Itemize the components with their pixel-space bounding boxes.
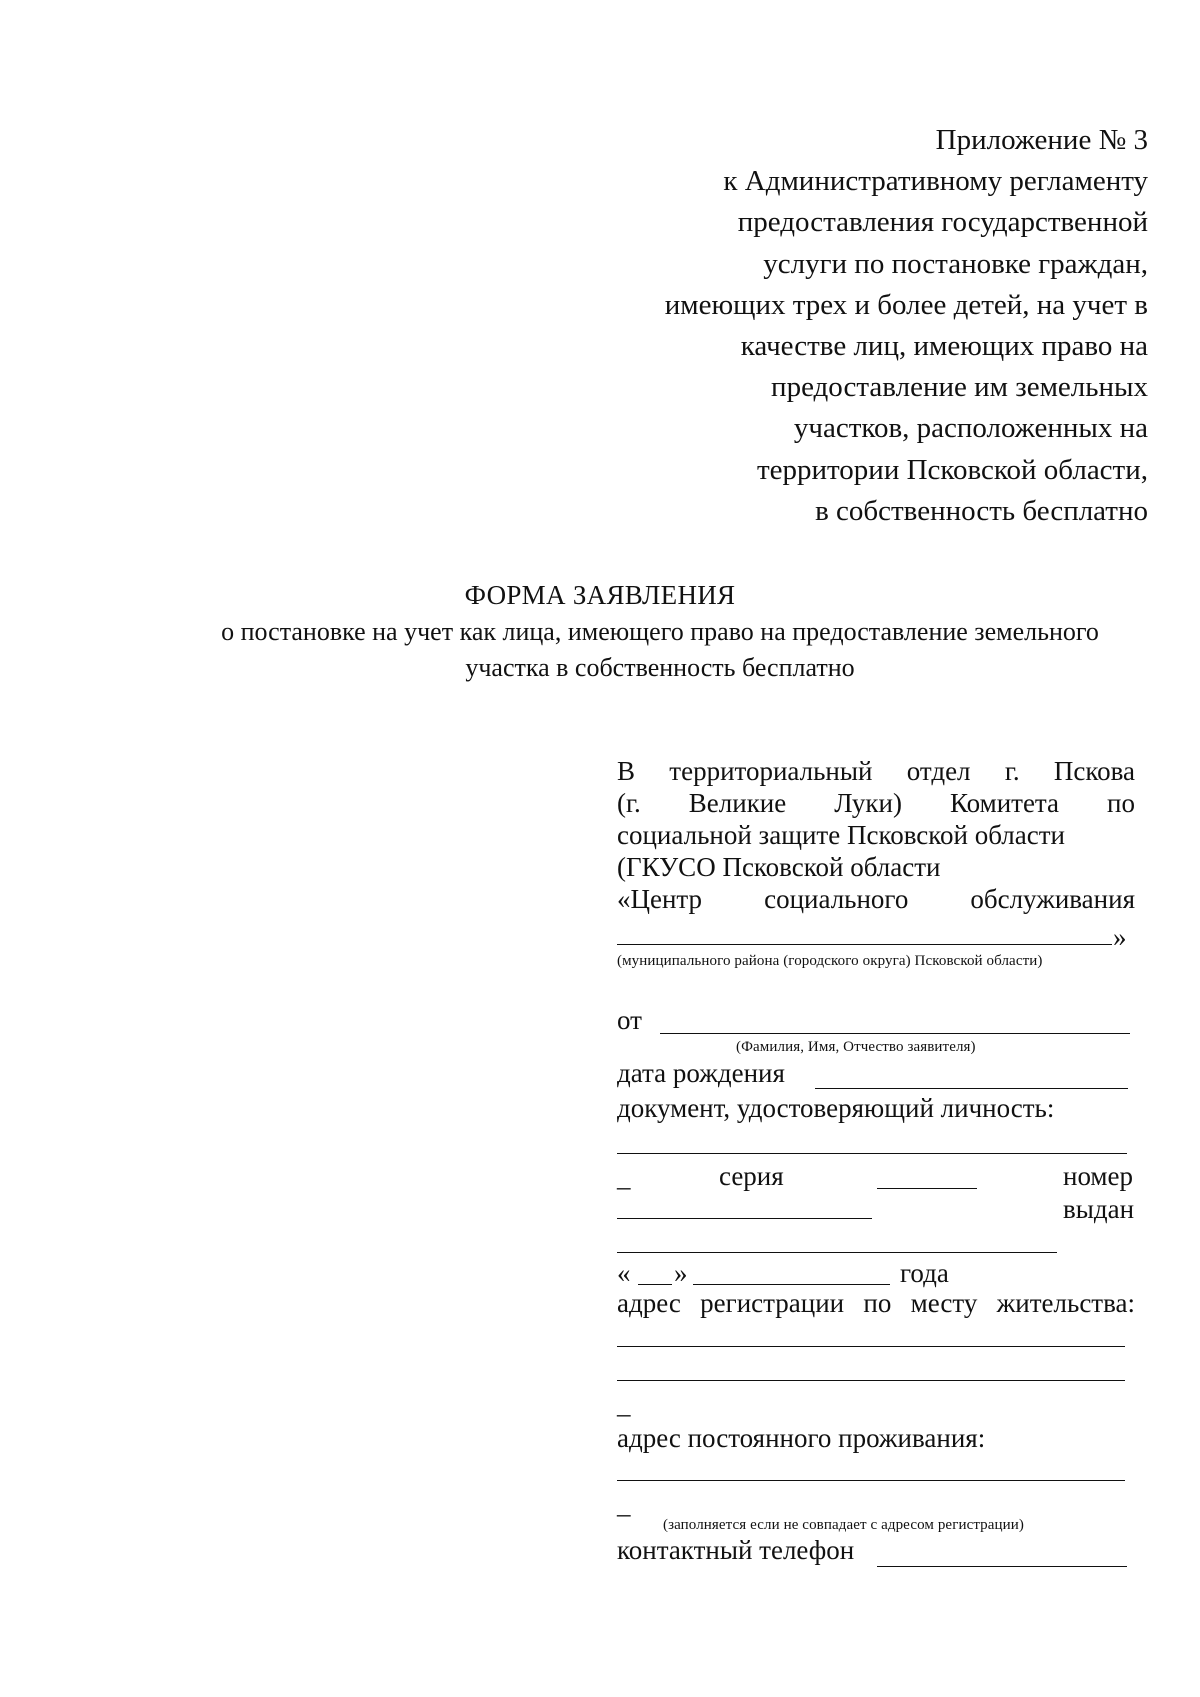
birth-date-field[interactable] [815,1088,1128,1089]
reg-address-field-1[interactable] [617,1346,1125,1347]
appendix-header [665,120,1148,532]
closing-quote: » [1113,922,1127,952]
series-label: серия [719,1161,784,1191]
addressee-line: (г. Великие Луки) Комитета по [617,788,1135,818]
date-close-quote: » [674,1258,688,1288]
addressee-line: «Центр социального обслуживания [617,884,1135,914]
phone-field[interactable] [877,1566,1127,1567]
form-subtitle [170,614,1150,686]
appendix-line: качестве лиц, имеющих право на [740,330,1148,363]
municipal-district-field[interactable] [617,944,1112,945]
addressee-block [617,755,1135,915]
perm-address-field[interactable] [617,1480,1125,1481]
addressee-line: В территориальный отдел г. Пскова [617,756,1135,786]
perm-address-hint: (заполняется если не совпадает с адресом регистрации) [663,1517,1025,1533]
dash-mark: _ [617,1489,631,1519]
number-label: номер [1063,1161,1134,1191]
appendix-line: имеющих трех и более детей, на учет в [664,288,1148,321]
birth-date-label: дата рождения [617,1058,785,1088]
number-field[interactable] [617,1218,872,1219]
issued-label: выдан [1063,1194,1135,1224]
municipal-district-hint: (муниципального района (городского округа) Псковской области) [617,953,1043,969]
phone-label: контактный телефон [617,1535,855,1565]
applicant-name-field[interactable] [660,1033,1130,1034]
appendix-line: территории Псковской области, [756,453,1148,486]
appendix-line: участков, расположенных на [793,412,1148,445]
appendix-line: к Административному регламенту [723,165,1148,198]
applicant-name-hint: (Фамилия, Имя, Отчество заявителя) [736,1039,976,1055]
appendix-line: предоставление им земельных [771,371,1148,404]
year-label: года [900,1258,949,1288]
dash-mark: _ [617,1162,631,1192]
appendix-line: Приложение № 3 [935,124,1148,156]
form-subtitle-line: участка в собственность бесплатно [465,653,855,682]
date-open-quote: « [617,1258,631,1288]
from-label: от [617,1005,642,1035]
issued-by-field[interactable] [617,1252,1057,1253]
series-field[interactable] [877,1188,977,1189]
issue-month-field[interactable] [693,1284,890,1285]
appendix-line: предоставления государственной [737,206,1148,239]
id-document-label: документ, удостоверяющий личность: [617,1093,1055,1123]
form-subtitle-line: о постановке на учет как лица, имеющего право на предоставление земельного [221,617,1099,646]
issue-day-field[interactable] [638,1284,672,1285]
appendix-line: в собственность бесплатно [815,494,1148,527]
form-title: ФОРМА ЗАЯВЛЕНИЯ [464,580,736,610]
dash-mark: _ [617,1389,631,1419]
appendix-line: услуги по постановке граждан, [763,247,1148,280]
reg-address-label: адрес регистрации по месту жительства: [617,1288,1135,1318]
perm-address-label: адрес постоянного проживания: [617,1423,986,1453]
reg-address-field-2[interactable] [617,1380,1125,1381]
addressee-line: (ГКУСО Псковской области [617,852,941,882]
addressee-line: социальной защите Псковской области [617,820,1065,850]
id-document-type-field[interactable] [617,1153,1127,1154]
